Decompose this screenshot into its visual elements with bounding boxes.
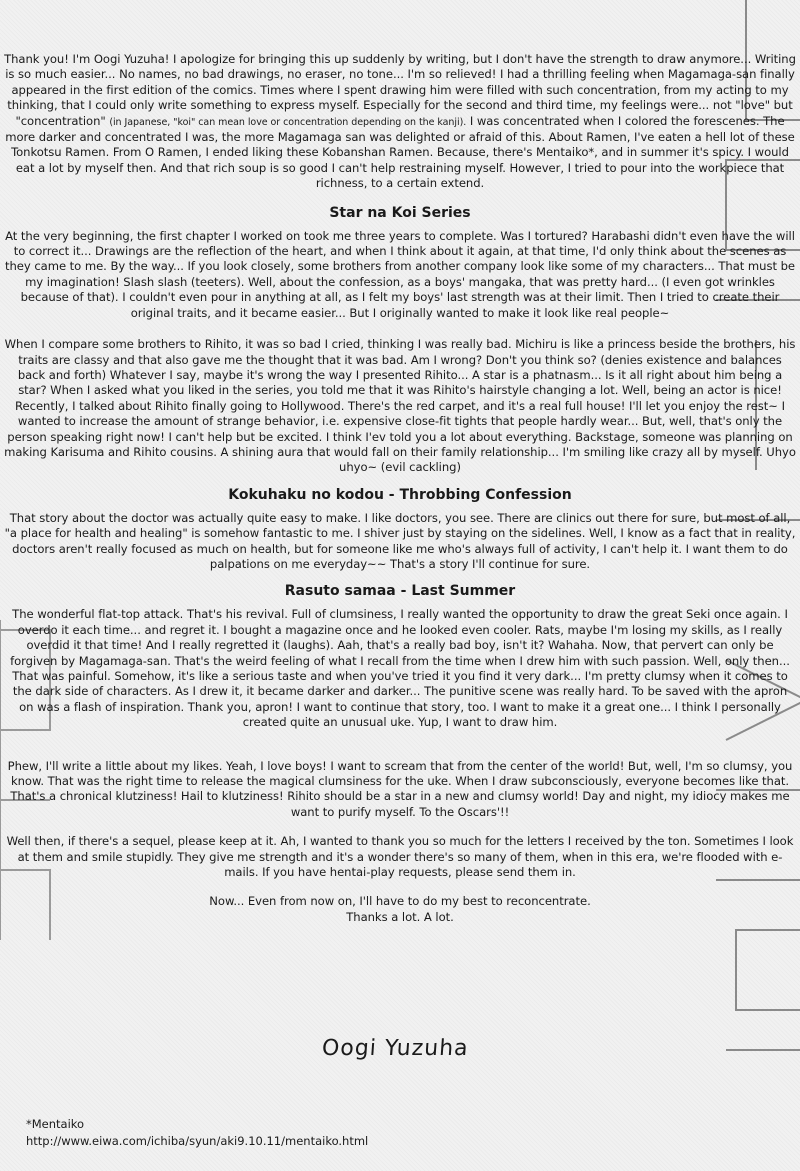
section-title-kokuhaku: Kokuhaku no kodou - Throbbing Confession xyxy=(228,486,572,503)
section-title-star-na-koi: Star na Koi Series xyxy=(329,204,471,221)
star-na-koi-paragraph-2: When I compare some brothers to Rihito, it was so bad I cried, thinking I was really bad. Michiru is like a princess beside the brothers, his traits are classy and that also gave me the thought that it was bad. Am I wrong? Don't you think so? (denies existence and balances back and forth) Whatever I say, maybe it's wrong the way I presented Rihito... A star is a phatnasm... Is it all right about him being a star? When I asked what you liked in the series, you told me that it was Rihito's hairstyle changing a lot. Well, being an actor is nice! Recently, I talked about Rihito finally going to Hollywood. There's the red carpet, and it's a real full house! I'll let you enjoy the rest~ I wanted to increase the amount of strange behavior, i.e. expensive close-fit tights that people hardly wear... But, well, that's only the person speaking right now! I can't help but be excited. I think I'ev told you a lot about everything. Backstage, someone was planning on making Karisuma and Rihito cousins. A shining aura that would fall on their family relationship... I'm smiling like crazy all by myself. Uhyo uhyo~ (evil cackling) xyxy=(4,337,796,475)
sequel-paragraph: Well then, if there's a sequel, please keep at it. Ah, I wanted to thank you so much for the letters I received by the ton. Sometimes I look at them and smile stupidly. They give me strength and it's a wonder there's so many of them, when in this era, we're flooded with e-mails. If you have hentai-play requests, please send them in. xyxy=(6,834,794,880)
intro-note: (in Japanese, "koi" can mean love or concentration depending on the kanji). xyxy=(109,116,467,128)
closing-line-1: Now... Even from now on, I'll have to do my best to reconcentrate. xyxy=(209,894,591,909)
intro-rest: I was concentrated when I colored the forescenes. The more darker and concentrated I was, the more Magamaga san was delighted or afraid of this. About Ramen, I've eaten a hell lot of these Tonkotsu Ramen. From O Ramen, I ended liking these Kobanshan Ramen. Because, there's Mentaiko*, and in summer it's spicy. I would eat a lot by myself then. And that rich soup is so good I can't help restraining myself. However, I tried to pour into the workpiece that richness, to a certain extend. xyxy=(5,113,795,191)
closing-line-2: Thanks a lot. A lot. xyxy=(346,909,454,924)
rasuto-samaa-paragraph: The wonderful flat-top attack. That's his revival. Full of clumsiness, I really wanted the opportunity to draw the great Seki once again. I overdo it each time... and regret it. I bought a magazine once and he looked even cooler. Rats, maybe I'm losing my skills, as I really overdid it that time! And I really regretted it (laughs). Aah, that's a really bad boy, isn't it? Wahaha. Now, that pervert can only be forgiven by Magamaga-san. That's the weird feeling of what I recall from the time when I drew him with such passion. Well, only then... That was painful. Somehow, it's like a serious taste and when you've tried it you find it very dark... I'm pretty clumsy when it comes to the dark side of characters. As I drew it, it became darker and darker... The punitive scene was really hard. To be saved with the apron on was a flash of inspiration. Thank you, apron! I want to continue that story, too. I want to make it a great one... I think I personally created quite an unusual uke. Yup, I want to draw him. xyxy=(10,607,790,730)
intro-text: Thank you! I'm Oogi Yuzuha! I apologize for bringing this up suddenly by writing, but I don't have the strength to draw anymore... Writing is so much easier... No names, no bad drawings, no eraser, no tone... I'm so relieved! I had a thrilling feeling when Magamaga-san finally appeared in the first edition of the comics. Times where I spent drawing him were filled with such concentration, from my acting to my thinking, that I could only write something to express myself. Especially for the second and third time, my feelings were... not "love" but "concentration" xyxy=(4,52,796,128)
section-title-rasuto-samaa: Rasuto samaa - Last Summer xyxy=(284,583,516,600)
intro-paragraph xyxy=(2,52,798,192)
afterword-text xyxy=(0,52,800,925)
footnote xyxy=(26,1116,368,1150)
star-na-koi-paragraph-1: At the very beginning, the first chapter I worked on took me three years to complete. Was I tortured? Harabashi didn't even have the will to correct it... Drawings are the reflection of the heart, and when I think about it again, at that time, I'd only think about the scenes as they came to me. By the way... If you look closely, some brothers from another company look like some of my characters... That must be my imagination! Slash slash (teeters). Well, about the confession, as a boys' mangaka, that was pretty hard... (I even got wrinkles because of that). I couldn't even pour in anything at all, as I felt my boys' last strength was at their limit. Then I tried to create their original traits, and it became easier... But I originally wanted to make it look like real people~ xyxy=(5,228,795,320)
footnote-label: *Mentaiko xyxy=(26,1117,85,1131)
footnote-url: http://www.eiwa.com/ichiba/syun/aki9.10.11/mentaiko.html xyxy=(26,1134,369,1148)
likes-paragraph: Phew, I'll write a little about my likes. Yeah, I love boys! I want to scream that from the center of the world! But, well, I'm so clumsy, you know. That was the right time to release the magical clumsiness for the uke. When I draw subconsciously, everyone becomes like that. That's a chronical klutziness! Hail to klutziness! Rihito should be a star in a new and clumsy world! Day and night, my idiocy makes me want to purify myself. To the Oscars'!! xyxy=(7,758,793,819)
author-signature: Oogi Yuzuha xyxy=(321,1036,470,1061)
kokuhaku-paragraph: That story about the doctor was actually quite easy to make. I like doctors, you see. There are clinics out there for sure, but most of all, "a place for health and healing" is somehow fantastic to me. I shiver just by staying on the sidelines. Well, I know as a fact that in reality, doctors aren't really focused as much on health, but for someone like me who's always full of activity, I can't help it. I want them to do palpations on me everyday~~ That's a story I'll continue for sure. xyxy=(4,510,796,571)
